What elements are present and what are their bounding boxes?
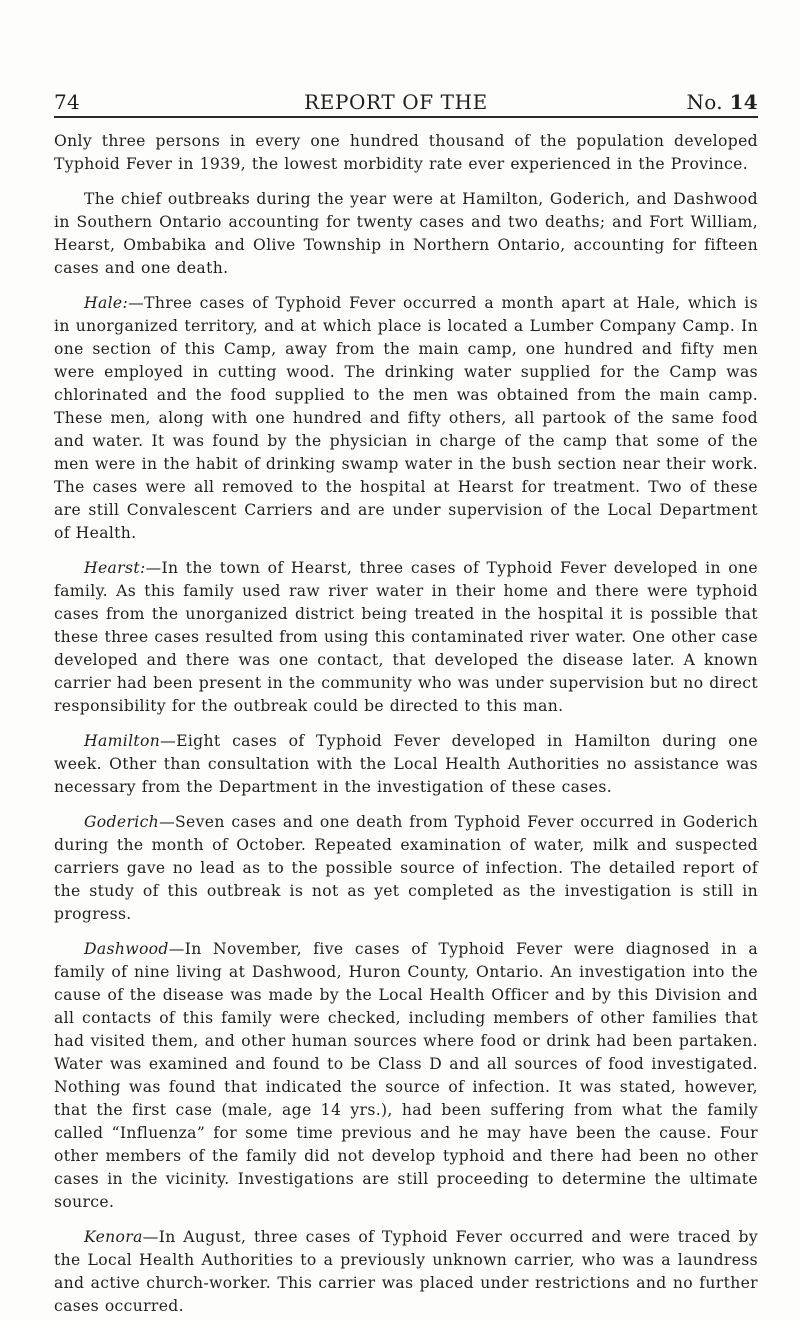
paragraph-goderich: [54, 811, 758, 926]
page-number: 74: [54, 90, 81, 114]
report-number: [658, 90, 758, 114]
paragraph-text: —Three cases of Typhoid Fever occurred a month apart at Hale, which is in unorganized territory, and at which place is located a Lumber Company Camp. In one section of this Camp, away from the main camp, one hundred and fifty men were employed in cutting wood. The drinking water supplied for the Camp was chlorinated and the food supplied to the men was obtained from the main camp. These men, along with one hundred and fifty others, all partook of the same food and water. It was found by the physician in charge of the camp that some of the men were in the habit of drinking swamp water in the bush section near their work. The cases were all removed to the hospital at Hearst for treatment. Two of these are still Convalescent Carriers and are under supervision of the Local Department of Health.: [54, 294, 758, 542]
paragraph-text: —In the town of Hearst, three cases of Typhoid Fever developed in one family. As this family used raw river water in their home and there were typhoid cases from the unorganized district being treated in the hospital it is possible that these three cases resulted from using this contaminated river water. One other case developed and there was one contact, that developed the disease later. A known carrier had been present in the community who was under supervision but no direct responsibility for the outbreak could be directed to this man.: [54, 559, 758, 715]
page-header: [54, 80, 758, 114]
header-rule: [54, 116, 758, 118]
paragraph-text: —In November, five cases of Typhoid Fever were diagnosed in a family of nine living at Dashwood, Huron County, Ontario. An investigation into the cause of the disease was made by the Local Health Officer and by this Division and all contacts of this family were checked, including members of other families that had visited them, and other human sources where food or drink had been partaken. Water was examined and found to be Class D and all sources of food investigated. Nothing was found that indicated the source of infection. It was stated, however, that the first case (male, age 14 yrs.), had been suffering from what the family called “Influenza” for some time previous and he may have been the cause. Four other members of the family did not develop typhoid and there had been no other cases in the vicinity. Investigations are still proceeding to determine the ultimate source.: [54, 940, 758, 1211]
paragraph-text: Only three persons in every one hundred thousand of the population developed Typhoid Fever in 1939, the lowest morbidity rate ever experienced in the Province.: [54, 132, 758, 173]
place-heading-hearst: Hearst:: [84, 559, 146, 577]
paragraph-dashwood: [54, 938, 758, 1214]
report-number-value: 14: [729, 90, 758, 114]
paragraph-hale: [54, 292, 758, 545]
place-heading-goderich: Goderich: [84, 813, 160, 831]
place-heading-hale: Hale:: [84, 294, 129, 312]
paragraph-kenora: [54, 1226, 758, 1318]
paragraph-morbidity: [54, 130, 758, 176]
paragraph-hamilton: [54, 730, 758, 799]
paragraph-outbreaks: [54, 188, 758, 280]
running-title: REPORT OF THE: [304, 90, 488, 114]
place-heading-kenora: Kenora: [84, 1228, 143, 1246]
paragraph-text: —Eight cases of Typhoid Fever developed in Hamilton during one week. Other than consultation with the Local Health Authorities no assistance was necessary from the Department in the investigation of these cases.: [54, 732, 758, 796]
paragraph-text: The chief outbreaks during the year were at Hamilton, Goderich, and Dashwood in Southern Ontario accounting for twenty cases and two deaths; and Fort William, Hearst, Ombabika and Olive Township in Northern Ontario, accounting for fifteen cases and one death.: [54, 190, 758, 277]
body-text: [54, 130, 758, 1330]
report-number-prefix: No.: [686, 90, 723, 114]
paragraph-text: —Seven cases and one death from Typhoid Fever occurred in Goderich during the month of October. Repeated examination of water, milk and suspected carriers gave no lead as to the possible source of infection. The detailed report of the study of this outbreak is not as yet completed as the investigation is still in progress.: [54, 813, 758, 923]
place-heading-dashwood: Dashwood: [84, 940, 169, 958]
place-heading-hamilton: Hamilton: [84, 732, 161, 750]
paragraph-hearst: [54, 557, 758, 718]
paragraph-text: —In August, three cases of Typhoid Fever occurred and were traced by the Local Health Authorities to a previously unknown carrier, who was a laundress and active church-worker. This carrier was placed under restrictions and no further cases occurred.: [54, 1228, 758, 1315]
